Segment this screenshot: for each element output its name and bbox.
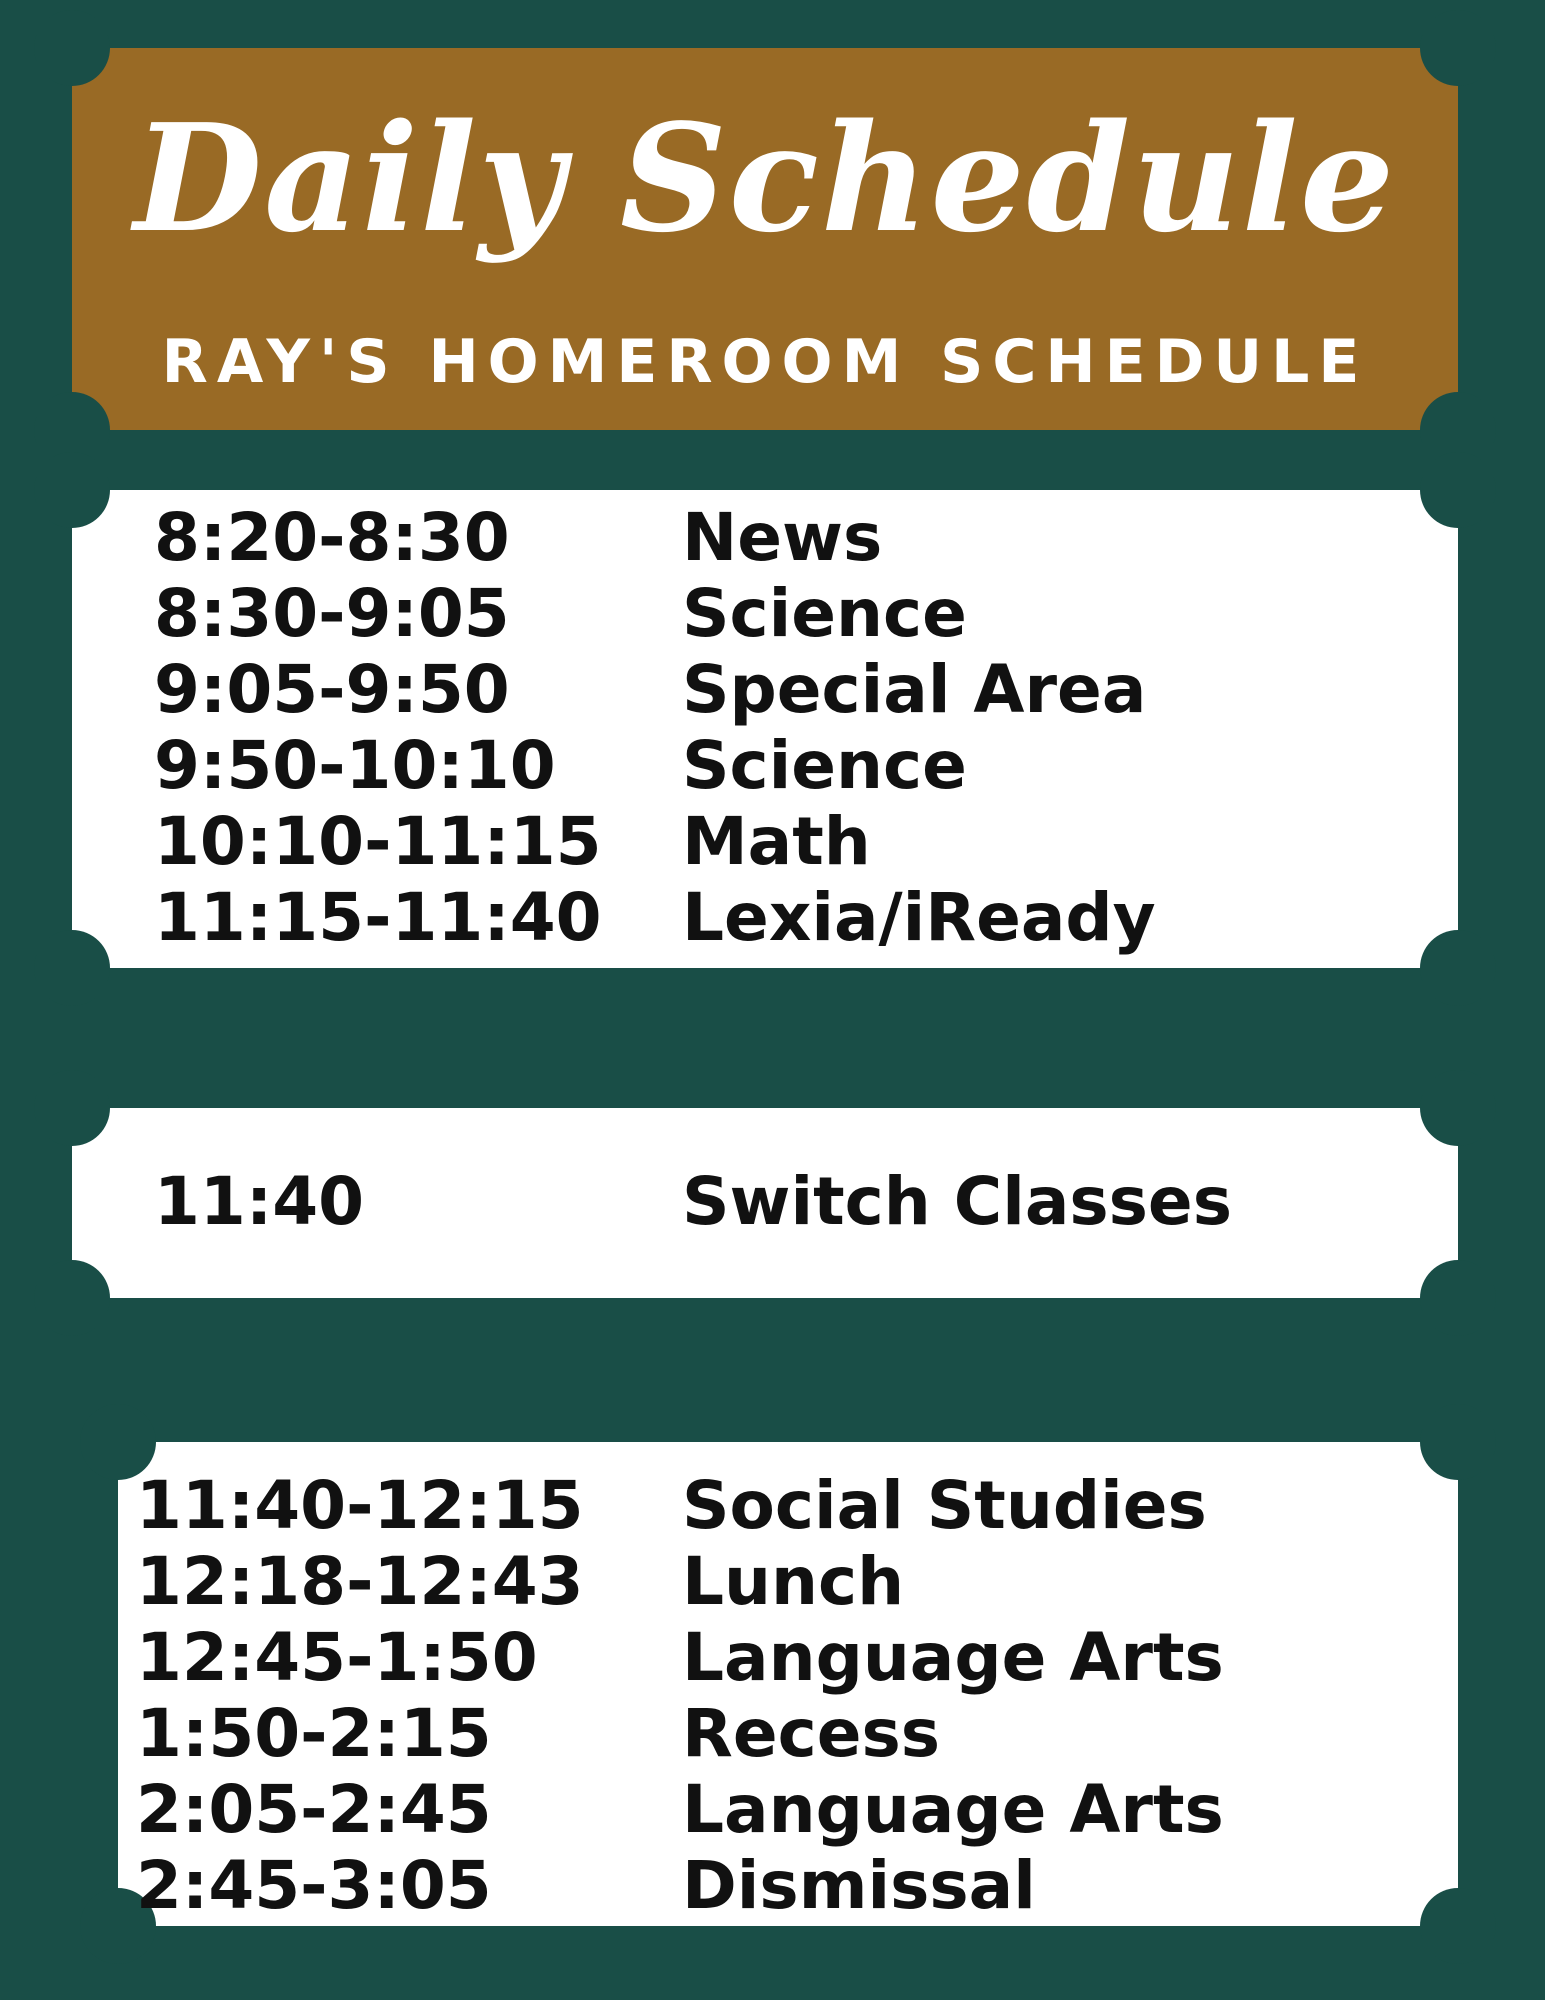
row-activity: Language Arts	[682, 1771, 1224, 1848]
row-activity: Dismissal	[682, 1847, 1036, 1924]
notch	[34, 10, 110, 86]
schedule-row	[118, 1544, 1458, 1620]
row-time: 9:05-9:50	[154, 651, 510, 728]
row-activity: Science	[682, 575, 967, 652]
row-time: 2:45-3:05	[136, 1847, 492, 1924]
row-activity: News	[682, 499, 883, 576]
row-activity: Science	[682, 727, 967, 804]
row-time: 12:18-12:43	[136, 1543, 584, 1620]
schedule-row	[118, 1696, 1458, 1772]
row-activity: Special Area	[682, 651, 1147, 728]
row-activity: Recess	[682, 1695, 941, 1772]
schedule-row	[72, 652, 1458, 728]
row-activity: Lunch	[682, 1543, 905, 1620]
row-time: 11:40-12:15	[136, 1467, 584, 1544]
schedule-row	[72, 728, 1458, 804]
row-time: 2:05-2:45	[136, 1771, 492, 1848]
row-time: 1:50-2:15	[136, 1695, 492, 1772]
row-activity: Switch Classes	[682, 1163, 1232, 1240]
switch-classes-panel	[72, 1108, 1458, 1298]
row-activity: Math	[682, 803, 871, 880]
schedule-row	[72, 500, 1458, 576]
row-activity: Language Arts	[682, 1619, 1224, 1696]
schedule-row	[118, 1772, 1458, 1848]
row-time: 10:10-11:15	[154, 803, 602, 880]
row-time: 11:40	[154, 1163, 365, 1240]
schedule-row	[72, 880, 1458, 956]
schedule-row	[72, 576, 1458, 652]
schedule-row	[118, 1620, 1458, 1696]
row-time: 8:20-8:30	[154, 499, 510, 576]
row-activity: Social Studies	[682, 1467, 1207, 1544]
row-time: 12:45-1:50	[136, 1619, 538, 1696]
schedule-row	[118, 1468, 1458, 1544]
header-banner	[72, 48, 1458, 430]
row-activity: Lexia/iReady	[682, 879, 1156, 956]
notch	[1420, 1070, 1496, 1146]
notch	[1420, 10, 1496, 86]
row-time: 11:15-11:40	[154, 879, 602, 956]
afternoon-schedule-panel	[118, 1442, 1458, 1926]
row-time: 9:50-10:10	[154, 727, 556, 804]
schedule-row	[72, 1164, 1458, 1240]
morning-schedule-panel	[72, 490, 1458, 968]
morning-schedule-list	[72, 500, 1458, 956]
afternoon-schedule-list	[118, 1468, 1458, 1924]
switch-classes-list	[72, 1164, 1458, 1240]
notch	[34, 1070, 110, 1146]
schedule-row	[72, 804, 1458, 880]
page-subtitle: RAY'S HOMEROOM SCHEDULE	[161, 327, 1369, 397]
row-time: 8:30-9:05	[154, 575, 510, 652]
notch	[34, 1260, 110, 1336]
page-title: Daily Schedule	[133, 91, 1397, 265]
schedule-row	[118, 1848, 1458, 1924]
notch	[1420, 1260, 1496, 1336]
